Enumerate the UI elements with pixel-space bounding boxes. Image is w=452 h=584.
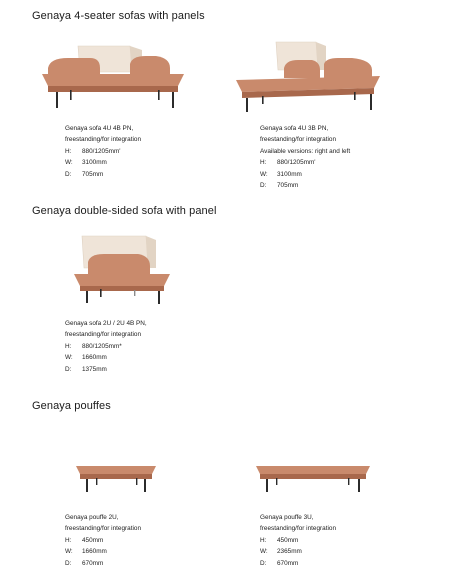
spec-width: W: 1660mm (65, 354, 107, 362)
spec-width: W: 1660mm (65, 548, 107, 556)
product-name: Genaya pouffe 2U, (65, 514, 119, 521)
product-name: Genaya sofa 2U / 2U 4B PN, (65, 320, 147, 327)
section-heading-double-sided: Genaya double-sided sofa with panel (32, 205, 217, 217)
spec-height: H: 450mm (65, 536, 104, 544)
product-subtitle: freestanding/for integration (65, 331, 142, 339)
spec-height: H: 880/1205mm' (65, 147, 121, 155)
spec-depth: D: 670mm (65, 559, 104, 567)
sofa-4u-3b-pn-image (232, 40, 384, 114)
spec-pouffe-2u (65, 512, 141, 569)
product-subtitle: freestanding/for integration (260, 525, 337, 533)
product-name: Genaya pouffe 3U, (260, 514, 314, 521)
pouffe-3u-image (252, 460, 374, 496)
product-name: Genaya sofa 4U 3B PN, (260, 125, 329, 132)
spec-height: H: 880/1205mm* (65, 342, 122, 350)
spec-sofa-4u-4b-pn (65, 123, 141, 180)
spec-depth: D: 1375mm (65, 365, 107, 373)
product-subtitle: freestanding/for integration (65, 136, 142, 144)
spec-depth: D: 705mm (65, 170, 104, 178)
spec-sofa-2u-2u-4b-pn (65, 318, 147, 375)
spec-height: H: 880/1205mm' (260, 159, 316, 167)
spec-width: W: 3100mm (260, 170, 302, 178)
section-heading-four-seater: Genaya 4-seater sofas with panels (32, 10, 205, 22)
spec-height: H: 450mm (260, 536, 299, 544)
sofa-4u-4b-pn-image (38, 38, 190, 112)
pouffe-2u-image (72, 460, 160, 496)
product-name: Genaya sofa 4U 4B PN, (65, 125, 134, 132)
sofa-2u-2u-4b-pn-image (66, 232, 182, 310)
product-subtitle: freestanding/for integration (260, 136, 337, 144)
spec-sofa-4u-3b-pn (260, 123, 350, 191)
product-note: Available versions: right and left (260, 147, 351, 155)
section-heading-pouffes: Genaya pouffes (32, 400, 111, 412)
spec-depth: D: 705mm (260, 182, 299, 190)
spec-width: W: 2365mm (260, 548, 302, 556)
spec-width: W: 3100mm (65, 159, 107, 167)
spec-depth: D: 670mm (260, 559, 299, 567)
product-subtitle: freestanding/for integration (65, 525, 142, 533)
spec-pouffe-3u (260, 512, 336, 569)
